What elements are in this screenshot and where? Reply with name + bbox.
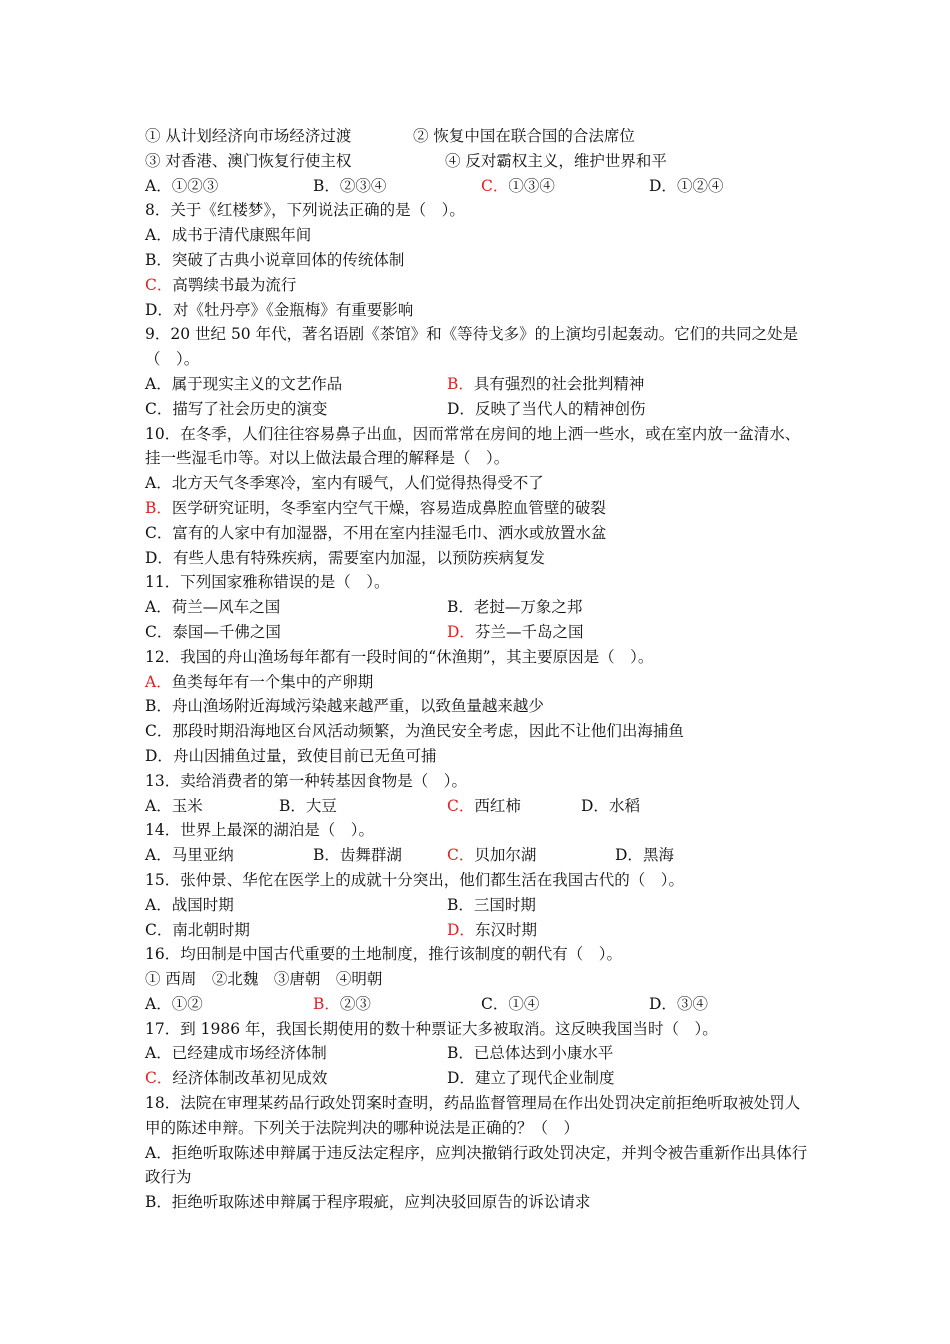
q13-stem: 13．卖给消费者的第一种转基因食物是（ ）。 <box>145 771 467 790</box>
q9-option-b: B．具有强烈的社会批判精神 <box>447 374 645 393</box>
q16-options <box>145 992 815 1017</box>
q7-option-b: B．②③④ <box>313 176 387 195</box>
q17-options-row2 <box>145 1066 815 1091</box>
q15-option-d: D．东汉时期 <box>447 920 537 939</box>
q16-option-c: C．①④ <box>481 994 540 1013</box>
q12-stem: 12．我国的舟山渔场每年都有一段时间的“休渔期”，其主要原因是（ ）。 <box>145 647 654 666</box>
q9-option-c: C．描写了社会历史的演变 <box>145 399 328 418</box>
q10-option-a: A．北方天气冬季寒冷，室内有暖气，人们觉得热得受不了 <box>145 474 544 493</box>
q14-option-c: C．贝加尔湖 <box>447 846 537 865</box>
q7-option-c: C．①③④ <box>481 176 555 195</box>
q13-option-b: B．大豆 <box>279 796 337 815</box>
q17-stem: 17．到 1986 年，我国长期使用的数十种票证大多被取消。这反映我国当时（ ）。 <box>145 1019 718 1038</box>
q10-option-b: B．医学研究证明，冬季室内空气干燥，容易造成鼻腔血管壁的破裂 <box>145 498 606 517</box>
q18-stem: 18．法院在审理某药品行政处罚案时查明，药品监督管理局在作出处罚决定前拒绝听取被处罚人甲的陈述申辩。下列关于法院判决的哪种说法是正确的？（ ） <box>145 1094 801 1137</box>
q18-option-b: B．拒绝听取陈述申辩属于程序瑕疵，应判决驳回原告的诉讼请求 <box>145 1193 591 1212</box>
q11-options-row1 <box>145 595 815 620</box>
q11-option-d: D．芬兰—千岛之国 <box>447 622 584 641</box>
q15-option-c: C．南北朝时期 <box>145 920 250 939</box>
q13-option-d: D．水稻 <box>581 796 640 815</box>
q14-option-d: D．黑海 <box>615 846 674 865</box>
q7-item-1: ① 从计划经济向市场经济过渡 <box>145 127 352 145</box>
q11-options-row2 <box>145 620 815 645</box>
q7-option-d: D．①②④ <box>649 176 724 195</box>
q18-option-a: A．拒绝听取陈述申辩属于违反法定程序，应判决撤销行政处罚决定，并判令被告重新作出具体行政行为 <box>145 1143 808 1187</box>
q16-stem: 16．均田制是中国古代重要的土地制度，推行该制度的朝代有（ ）。 <box>145 945 622 964</box>
q15-options-row1 <box>145 893 815 918</box>
q12-option-c: C．那段时期沿海地区台风活动频繁，为渔民安全考虑，因此不让他们出海捕鱼 <box>145 722 684 741</box>
q14-options <box>145 843 815 868</box>
q8-option-b: B．突破了古典小说章回体的传统体制 <box>145 250 405 269</box>
q15-option-b: B．三国时期 <box>447 895 536 914</box>
q17-option-c: C．经济体制改革初见成效 <box>145 1069 328 1088</box>
q10-stem: 10．在冬季，人们往往容易鼻子出血，因而常常在房间的地上洒一些水，或在室内放一盆清水、挂一些湿毛巾等。对以上做法最合理的解释是（ ）。 <box>145 424 801 468</box>
q7-item-4: ④ 反对霸权主义，维护世界和平 <box>445 151 667 170</box>
q13-options <box>145 794 815 819</box>
q9-stem: 9．20 世纪 50 年代，著名语剧《茶馆》和《等待戈多》的上演均引起轰动。它们的共同之处是（ ）。 <box>145 325 799 369</box>
q17-option-b: B．已总体达到小康水平 <box>447 1044 614 1063</box>
q8-option-a: A．成书于清代康熙年间 <box>145 226 312 245</box>
q11-option-a: A．荷兰—风车之国 <box>145 598 281 617</box>
q11-stem: 11．下列国家雅称错误的是（ ）。 <box>145 573 390 592</box>
q14-option-b: B．齿舞群湖 <box>313 846 402 865</box>
q14-option-a: A．马里亚纳 <box>145 846 234 865</box>
q7-option-a: A．①②③ <box>145 176 219 195</box>
q12-option-a: A．鱼类每年有一个集中的产卵期 <box>145 672 374 691</box>
q11-option-c: C．泰国—千佛之国 <box>145 622 281 641</box>
q13-option-a: A．玉米 <box>145 796 203 815</box>
q10-option-c: C．富有的人家中有加湿器，不用在室内挂湿毛巾、洒水或放置水盆 <box>145 523 607 542</box>
q16-items: ① 西周 ②北魏 ③唐朝 ④明朝 <box>145 970 383 989</box>
q8-stem: 8．关于《红楼梦》，下列说法正确的是（ ）。 <box>145 201 465 220</box>
q13-option-c: C．西红柿 <box>447 796 521 815</box>
exam-page <box>145 124 815 1215</box>
q7-options <box>145 174 815 199</box>
q9-option-a: A．属于现实主义的文艺作品 <box>145 374 343 393</box>
q8-option-d: D．对《牡丹亭》《金瓶梅》有重要影响 <box>145 300 414 319</box>
q17-options-row1 <box>145 1041 815 1066</box>
q17-option-d: D．建立了现代企业制度 <box>447 1069 615 1088</box>
q16-option-d: D．③④ <box>649 994 708 1013</box>
q9-option-d: D．反映了当代人的精神创伤 <box>447 399 646 418</box>
q10-option-d: D．有些人患有特殊疾病，需要室内加湿，以预防疾病复发 <box>145 548 545 567</box>
q7-items-row1 <box>145 124 815 149</box>
q15-options-row2 <box>145 918 815 943</box>
q16-option-b: B．②③ <box>313 994 371 1013</box>
q14-stem: 14．世界上最深的湖泊是（ ）。 <box>145 821 374 840</box>
q16-option-a: A．①② <box>145 994 203 1013</box>
q7-items-row2 <box>145 149 815 174</box>
q9-options-row1 <box>145 372 815 397</box>
q12-option-b: B．舟山渔场附近海域污染越来越严重，以致鱼量越来越少 <box>145 697 544 716</box>
q12-option-d: D．舟山因捕鱼过量，致使目前已无鱼可捕 <box>145 746 437 765</box>
q11-option-b: B．老挝—万象之邦 <box>447 598 583 617</box>
q15-option-a: A．战国时期 <box>145 895 234 914</box>
q17-option-a: A．已经建成市场经济体制 <box>145 1044 327 1063</box>
q7-item-3: ③ 对香港、澳门恢复行使主权 <box>145 151 352 170</box>
q7-item-2: ② 恢复中国在联合国的合法席位 <box>413 127 635 145</box>
q9-options-row2 <box>145 397 815 422</box>
q15-stem: 15．张仲景、华佗在医学上的成就十分突出，他们都生活在我国古代的（ ）。 <box>145 870 684 889</box>
q8-option-c: C．高鹗续书最为流行 <box>145 275 297 294</box>
